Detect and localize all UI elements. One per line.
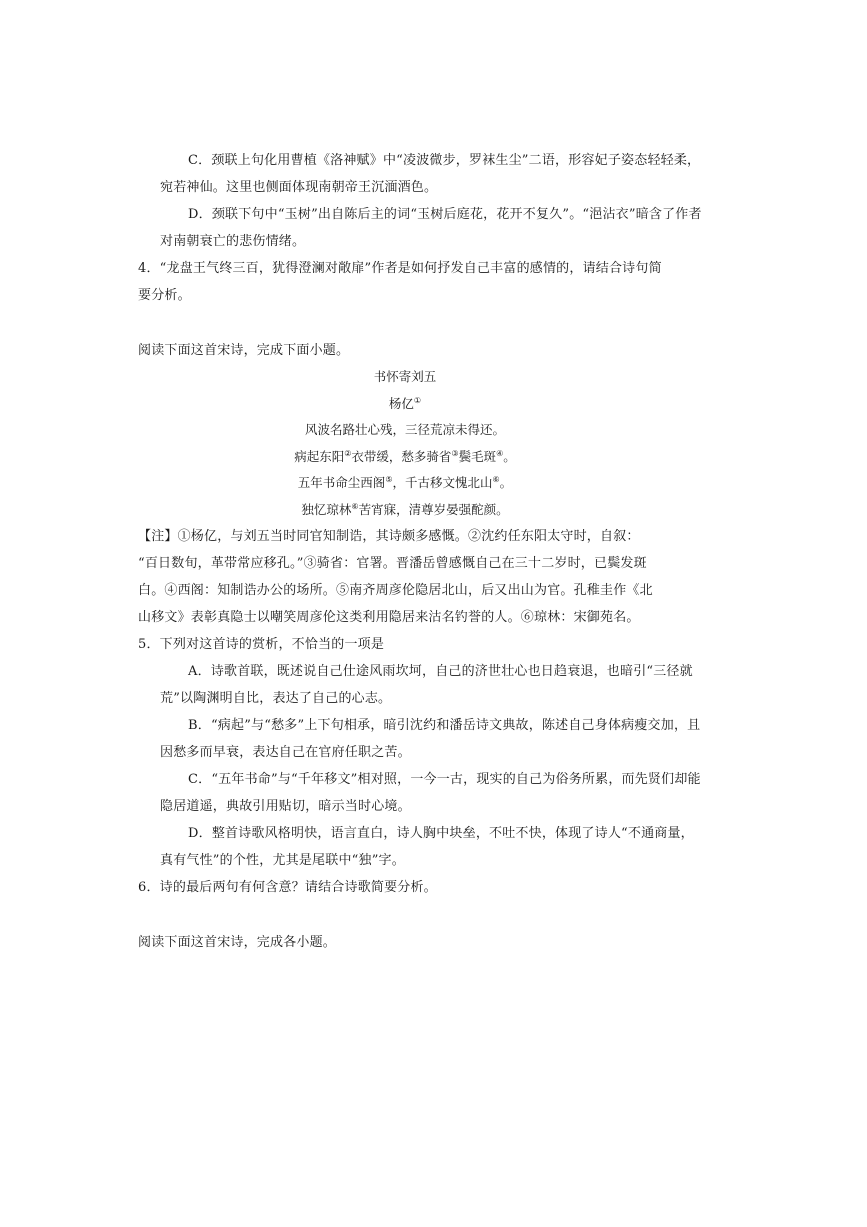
poem-author: [240, 395, 570, 413]
poem-line-2: [240, 448, 570, 466]
poem-line-2-b: 衣带缓，愁多骑省: [351, 449, 452, 464]
q5-option-a-line1: A．诗歌首联，既述说自己仕途风雨坎坷，自己的济世壮心也日趋衰退，也暗引“三径就: [188, 664, 693, 679]
poem-line-2-c: 鬓毛斑: [458, 449, 497, 464]
poem-line-3-mark-b: ⑥: [492, 474, 500, 484]
q4-stem-line1: 4．“龙盘王气终三百，犹得澄澜对敞扉”作者是如何抒发自己丰富的感情的，请结合诗句简: [138, 261, 662, 276]
poem-line-3: [240, 474, 570, 492]
poem-line-2-mark-c: ④: [496, 448, 504, 458]
poem-line-4: [240, 501, 570, 519]
q6-stem: 6．诗的最后两句有何含意？请结合诗歌简要分析。: [138, 880, 437, 895]
section3-intro: 阅读下面这首宋诗，完成各小题。: [138, 935, 337, 950]
poem-line-3-b: ，千古移文愧北山: [392, 475, 493, 490]
q5-option-a-line2: 荒”以陶渊明自比，表达了自己的心志。: [160, 691, 392, 706]
q5-stem: 5．下列对这首诗的赏析，不恰当的一项是: [138, 637, 385, 652]
q5-option-c-line2: 隐居道遥，典故引用贴切，暗示当时心境。: [160, 799, 411, 814]
poem-line-4-b: 苦宵寐，清尊岁晏强酡颜。: [358, 502, 509, 517]
q5-option-d-line1: D．整首诗歌风格明快，语言直白，诗人胸中块垒，不吐不快，体现了诗人“不通商量，: [188, 826, 694, 841]
section2-intro: 阅读下面这首宋诗，完成下面小题。: [138, 343, 350, 358]
poem-line-3-a: 五年书命尘西阁: [297, 475, 386, 490]
q3-option-d-line1: D．颈联下句中“玉树”出自陈后主的词“玉树后庭花，花开不复久”。“浥沾衣”暗含了作者: [188, 207, 702, 222]
q4-stem-line2: 要分析。: [138, 288, 191, 303]
poem-author-name: 杨亿: [388, 396, 414, 411]
poem-line-2-d: 。: [503, 449, 516, 464]
poem-line-4-mark: ⑥: [351, 501, 359, 511]
poem-note-line4: 山移文》表彰真隐士以嘲笑周彦伦这类利用隐居来沽名钓誉的人。⑥琼林：宋御苑名。: [138, 610, 640, 625]
q5-option-c-line1: C．“五年书命”与“千年移文”相对照，一今一古，现实的自己为俗务所累，而先贤们却能: [188, 772, 701, 787]
poem-line-2-mark-a: ②: [344, 448, 352, 458]
poem-line-3-mark-a: ⑤: [385, 474, 393, 484]
poem-title: 书怀寄刘五: [373, 369, 437, 384]
q3-option-c-line2: 宛若神仙。这里也侧面体现南朝帝王沉湎酒色。: [160, 180, 438, 195]
poem-line-3-c: 。: [499, 475, 513, 490]
poem-note-line3: 白。④西阁：知制诰办公的场所。⑤南齐周彦伦隐居北山，后又出山为官。孔稚圭作《北: [138, 583, 653, 598]
poem-line-4-a: 独忆琼林: [301, 502, 352, 517]
poem-line-1: 风波名路壮心残，三径荒凉未得还。: [304, 422, 505, 437]
q5-option-b-line2: 因愁多而早衰，表达自己在官府任职之苦。: [160, 745, 411, 760]
poem-note-line2: “百日数旬，革带常应移孔。”③骑省：官署。晋潘岳曾感慨自己在三十二岁时，已鬓发斑: [138, 556, 647, 571]
q5-option-b-line1: B．“病起”与“愁多”上下句相承，暗引沈约和潘岳诗文典故，陈述自己身体病瘦交加，且: [188, 718, 701, 733]
poem-line-2-mark-b: ③: [451, 448, 459, 458]
q5-option-d-line2: 真有气性”的个性，尤其是尾联中“独”字。: [160, 853, 405, 868]
poem-author-note-mark: ①: [413, 395, 422, 405]
q3-option-d-line2: 对南朝衰亡的悲伤情绪。: [160, 234, 306, 249]
poem-line-2-a: 病起东阳: [294, 449, 345, 464]
poem-note-line1: 【注】①杨亿，与刘五当时同官知制诰，其诗颇多感慨。②沈约任东阳太守时，自叙：: [138, 529, 640, 544]
q3-option-c-line1: C．颈联上句化用曹植《洛神赋》中“凌波微步，罗袜生尘”二语，形容妃子姿态轻轻柔，: [188, 153, 701, 168]
